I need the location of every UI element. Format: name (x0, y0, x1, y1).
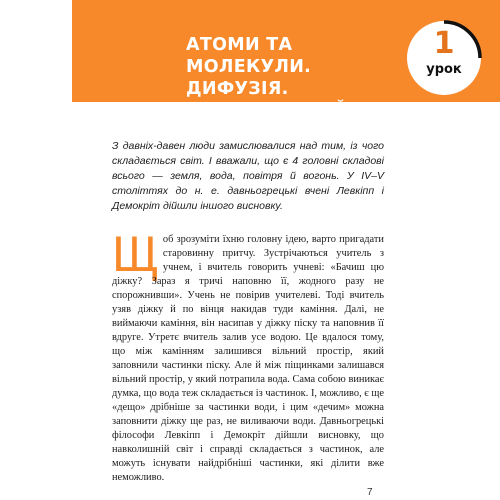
chapter-title: АТОМИ ТА МОЛЕКУЛИ. ДИФУЗІЯ. БРОУНІВСЬКИЙ РУХ (186, 35, 396, 121)
page-number: 7 (367, 487, 373, 498)
chapter-header-banner (72, 0, 500, 121)
drop-cap: Щ (112, 226, 159, 282)
lesson-badge (405, 19, 483, 97)
intro-paragraph: З давніх-давен люди замислювалися над тим, із чого складається світ. І вважали, що є 4 головні складові всього — земля, вода, повітря й вогонь. У IV–V століттях до н. е. давньогрецькі вчені Левкіпп і Демокріт дійшли іншого висновку. (112, 140, 384, 212)
body-paragraph (112, 226, 384, 485)
lesson-label: урок (426, 62, 462, 77)
lesson-number: 1 (433, 26, 455, 61)
body-text: об зрозуміти їхню головну ідею, варто пригадати старовинну притчу. Зустрічаються учитель з учнем, і вчитель говорить учневі: «Бачиш цю діжку? Зараз я тричі наповню її, жодного разу не спорожнивши». Учень не повірив учителеві. Тоді вчитель узяв діжку й по вінця накидав туди каміння. Далі, не виймаючи каміння, він насипав у діжку піску та наповнив її вдруге. Утретє вчитель залив усе водою. Це вдалося тому, що між камінням залишився вільний простір, який заповнили частинки піску. Але й між піщинками залишався вільний простір, у який потрапила вода. Сама собою виникає думка, що вода теж складається із частинок. І, можливо, є ще «дещо» дрібніше за частинки води, і цим «дечим» можна заповнити діжку ще раз, не виливаючи води. Давньогрецькі філософи Левкіпп і Демокріт дійшли висновку, що навколишній світ і справді складається з частинок, але можуть існувати найдрібніші частинки, які ділити вже неможливо. (112, 234, 384, 483)
